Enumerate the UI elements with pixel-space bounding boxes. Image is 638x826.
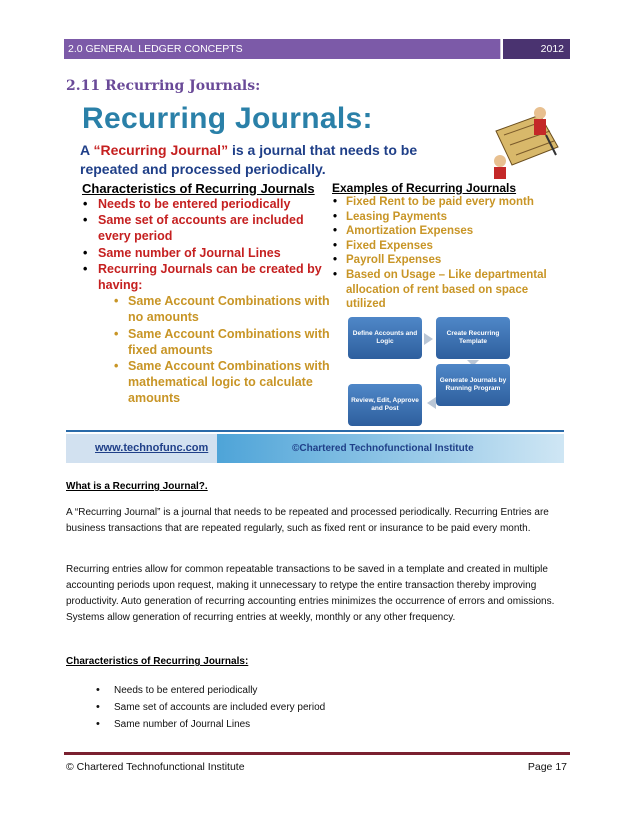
characteristics-list — [96, 682, 325, 733]
page-header — [64, 39, 570, 59]
slide-characteristics-heading: Characteristics of Recurring Journals — [82, 181, 315, 196]
list-item — [82, 261, 337, 407]
list-item: • Leasing Payments — [332, 210, 564, 225]
slide-characteristics-list — [82, 196, 337, 407]
list-item: • Same Account Combinations with mathematical logic to calculate amounts — [98, 358, 337, 407]
list-item: • Same Account Combinations with fixed amounts — [98, 326, 337, 358]
slide-title: Recurring Journals: — [82, 102, 373, 135]
list-item: • Amortization Expenses — [332, 224, 564, 239]
slide-sub-list — [98, 293, 337, 406]
arrow-right-icon — [424, 333, 433, 345]
list-item: • Same Account Combinations with no amounts — [98, 293, 337, 325]
flow-step-generate: Generate Journals by Running Program — [436, 364, 510, 406]
arrow-left-icon — [427, 397, 436, 409]
list-item: • Needs to be entered periodically — [96, 682, 325, 699]
flow-step-review: Review, Edit, Approve and Post — [348, 384, 422, 426]
paragraph-benefits: Recurring entries allow for common repeatable transactions to be saved in a template and created in multiple accounting periods upon request, making it unnecessary to retype the entire transaction thereby improving productivity. Auto generation of recurring accounting entries minimizes the occurrence of errors and omissions. Systems allow generation of recurring entries at weekly, monthly or any other frequency. — [66, 564, 555, 623]
slide-definition — [80, 141, 440, 179]
header-year: 2012 — [501, 39, 570, 59]
slide-footer-site: www.technofunc.com — [66, 434, 217, 463]
slide-image — [66, 101, 564, 463]
list-item: • Same set of accounts are included every period — [96, 699, 325, 716]
characteristics-heading: Characteristics of Recurring Journals: — [66, 656, 249, 667]
list-item: • Needs to be entered periodically — [82, 196, 337, 212]
list-item: • Same number of Journal Lines — [82, 245, 337, 261]
flow-step-define: Define Accounts and Logic — [348, 317, 422, 359]
list-item: • Same number of Journal Lines — [96, 716, 325, 733]
slide-footer-copyright: ©Chartered Technofunctional Institute — [217, 434, 564, 463]
list-item: • Fixed Expenses — [332, 239, 564, 254]
question-heading: What is a Recurring Journal?. — [66, 481, 208, 492]
list-item: • Same set of accounts are included every period — [82, 212, 337, 244]
page-number: Page 17 — [527, 761, 567, 773]
header-section-title: 2.0 GENERAL LEDGER CONCEPTS — [64, 39, 501, 59]
slide-footer-divider — [66, 430, 564, 432]
slide-examples-heading: Examples of Recurring Journals — [332, 181, 517, 195]
definition-prefix: A — [80, 142, 94, 158]
paragraph-definition: A “Recurring Journal” is a journal that needs to be repeated and processed periodically. Recurring Entries are business transactions that are repeated regularly, such as fixed rent or insurance to be paid every month. — [66, 507, 549, 534]
section-title: 2.11 Recurring Journals: — [66, 78, 261, 94]
slide-footer — [66, 434, 564, 463]
list-item-text: Recurring Journals can be created by having: — [98, 261, 322, 293]
definition-rest: is a journal that needs to be repeated and processed periodically. — [80, 142, 418, 177]
list-item: • Fixed Rent to be paid every month — [332, 195, 564, 210]
definition-highlight: “Recurring Journal” — [93, 142, 229, 158]
list-item: • Based on Usage – Like departmental allocation of rent based on space utilized — [332, 268, 564, 312]
slide-examples-list — [332, 195, 564, 312]
footer-copyright: © Chartered Technofunctional Institute — [66, 761, 245, 773]
flow-step-create: Create Recurring Template — [436, 317, 510, 359]
list-item: • Payroll Expenses — [332, 253, 564, 268]
footer-divider — [64, 752, 570, 755]
ledger-illustration-icon — [482, 101, 564, 181]
